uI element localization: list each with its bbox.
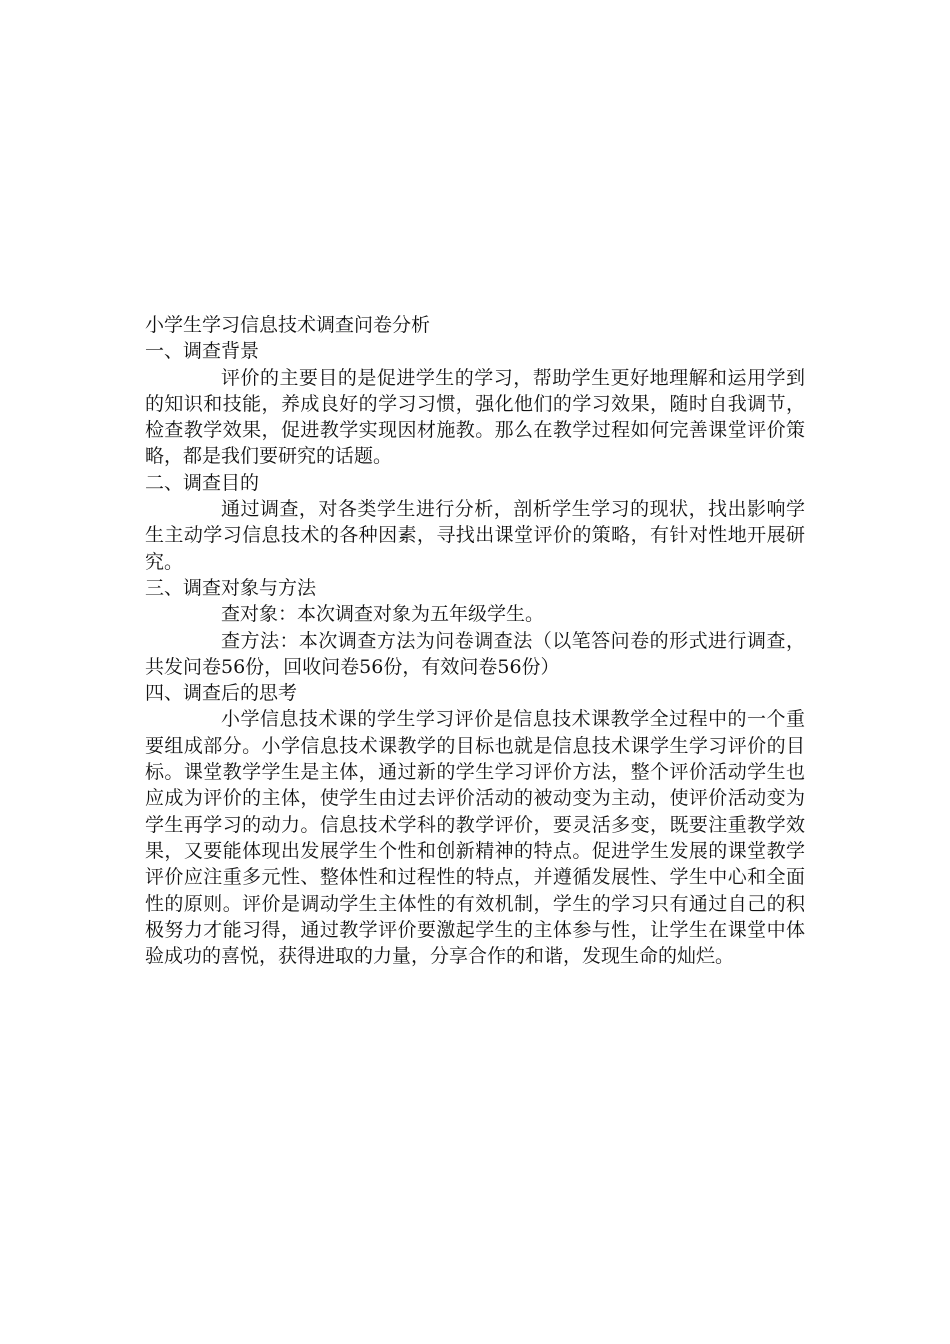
section-heading-subjects-methods: 三、调查对象与方法: [145, 576, 317, 599]
document-title: 小学生学习信息技术调查问卷分析: [145, 314, 431, 336]
document-body: [145, 312, 805, 969]
paragraph-reflection: 小学信息技术课的学生学习评价是信息技术课教学全过程中的一个重要组成部分。小学信息技术课教学的目标也就是信息技术课学生学习评价的目标。课堂教学学生是主体，通过新的学生学习评价方法，整个评价活动学生也应成为评价的主体，使学生由过去评价活动的被动变为主动，使评价活动变为学生再学习的动力。信息技术学科的教学评价，要灵活多变，既要注重教学效果，又要能体现出发展学生个性和创新精神的特点。促进学生发展的课堂教学评价应注重多元性、整体性和过程性的特点，并遵循发展性、学生中心和全面性的原则。评价是调动学生主体性的有效机制，学生的学习只有通过自己的积极努力才能习得，通过教学评价要激起学生的主体参与性，让学生在课堂中体验成功的喜悦，获得进取的力量，分享合作的和谐，发现生命的灿烂。: [145, 708, 805, 968]
section-heading-reflection: 四、调查后的思考: [145, 682, 298, 705]
paragraph-background: 评价的主要目的是促进学生的学习，帮助学生更好地理解和运用学到的知识和技能，养成良好的学习习惯，强化他们的学习效果，随时自我调节，检查教学效果，促进教学实现因材施教。那么在教学过程如何完善课堂评价策略，都是我们要研究的话题。: [145, 366, 805, 468]
paragraph-purpose: 通过调查，对各类学生进行分析，剖析学生学习的现状，找出影响学生主动学习信息技术的各种因素，寻找出课堂评价的策略，有针对性地开展研究。: [145, 498, 805, 573]
section-heading-background: 一、调查背景: [145, 340, 260, 363]
section-heading-purpose: 二、调查目的: [145, 471, 260, 494]
paragraph-subjects: 查对象：本次调查对象为五年级学生。: [221, 603, 545, 626]
paragraph-methods: 查方法：本次调查方法为问卷调查法（以笔答问卷的形式进行调查，共发问卷56份，回收问卷56份，有效问卷56份）: [145, 629, 805, 678]
